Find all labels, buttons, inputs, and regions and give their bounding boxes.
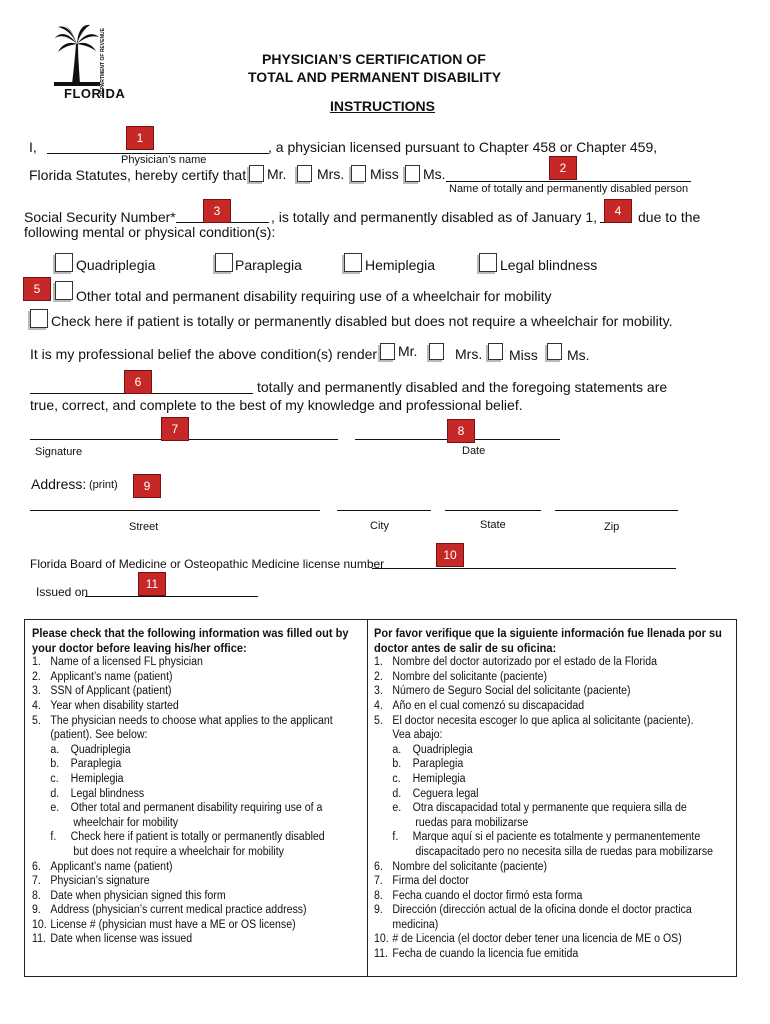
list-sub-item — [32, 772, 363, 787]
list-marker: e. — [50, 802, 60, 815]
ms-checkbox-1[interactable] — [405, 165, 420, 182]
list-item-text: wheelchair for mobility — [73, 816, 179, 829]
list-marker: c. — [392, 772, 401, 785]
ms-checkbox-2[interactable] — [547, 343, 562, 360]
list-marker: 3. — [32, 685, 41, 698]
list-item — [374, 714, 733, 729]
list-sub-item — [374, 787, 733, 802]
list-item-text: Paraplegia — [70, 758, 122, 771]
issued-field[interactable] — [85, 596, 258, 597]
hemiplegia-label: Hemiplegia — [365, 257, 436, 273]
list-item — [32, 655, 363, 670]
no-wheelchair-checkbox[interactable] — [30, 309, 48, 328]
list-item — [32, 714, 363, 729]
mr-label-2: Mr. — [398, 343, 418, 359]
checklist-en-heading: Please check that the following information was filled out by your doctor before leaving his/her office: — [32, 626, 349, 655]
list-item — [32, 903, 363, 918]
list-item-text: but does not require a wheelchair for mobility — [73, 845, 284, 858]
list-marker: 7. — [374, 875, 383, 888]
list-item — [374, 655, 733, 670]
mr-checkbox-1[interactable] — [249, 165, 264, 182]
list-item-text: Year when disability started — [50, 699, 179, 712]
city-label: City — [370, 520, 389, 532]
list-marker: 8. — [32, 889, 41, 902]
list-marker: b. — [50, 758, 60, 771]
mr-label-1: Mr. — [267, 166, 287, 182]
list-item — [374, 874, 733, 889]
other-condition-checkbox[interactable] — [55, 281, 73, 300]
list-item — [374, 670, 733, 685]
list-item-text: El doctor necesita escoger lo que aplica al solicitante (paciente). — [392, 714, 694, 727]
checklist-divider — [367, 620, 368, 976]
list-item-text: Dirección (dirección actual de la oficina donde el doctor practica — [392, 904, 692, 917]
list-marker: d. — [392, 787, 402, 800]
list-item — [32, 874, 363, 889]
list-item — [32, 918, 363, 933]
miss-label-2: Miss — [509, 347, 538, 363]
marker-3: 3 — [203, 199, 231, 223]
list-item-text: Applicant’s name (patient) — [50, 860, 173, 873]
list-item-text: Nombre del doctor autorizado por el estado de la Florida — [392, 656, 658, 669]
list-marker: 5. — [32, 714, 41, 727]
list-sub-item — [32, 743, 363, 758]
date-label: Date — [462, 445, 486, 457]
list-item-text: Nombre del solicitante (paciente) — [392, 860, 548, 873]
list-item-text: License # (physician must have a ME or OS license) — [50, 918, 296, 931]
list-sub-item — [32, 787, 363, 802]
list-marker: 5. — [374, 714, 383, 727]
mrs-checkbox-1[interactable] — [297, 165, 312, 182]
list-sub-item — [374, 830, 733, 845]
instructions-heading: INSTRUCTIONS — [330, 98, 435, 114]
list-sub-item-cont — [32, 816, 363, 831]
list-item-text: Address (physician’s current medical practice address) — [50, 904, 307, 917]
list-marker: e. — [392, 802, 402, 815]
list-sub-item — [374, 772, 733, 787]
certify-text: Florida Statutes, hereby certify that — [29, 167, 247, 183]
list-item-text: Firma del doctor — [392, 875, 469, 888]
list-item-text: Hemiplegia — [70, 772, 124, 785]
belief-text: It is my professional belief the above condition(s) render — [30, 346, 378, 362]
list-marker: 11. — [32, 933, 46, 946]
list-sub-item — [32, 757, 363, 772]
marker-9: 9 — [133, 474, 161, 498]
marker-11: 11 — [138, 572, 166, 596]
list-item-text: Año en el cual comenzó su discapacidad — [392, 699, 585, 712]
true-clause: true, correct, and complete to the best of my knowledge and professional belief. — [30, 397, 523, 413]
miss-checkbox-2[interactable] — [488, 343, 503, 360]
quadriplegia-label: Quadriplegia — [76, 257, 156, 273]
list-item-text: Physician’s signature — [50, 875, 150, 888]
list-marker: 10. — [32, 918, 47, 931]
list-item — [374, 903, 733, 918]
list-marker: 2. — [374, 670, 383, 683]
print-label: (print) — [89, 479, 118, 491]
marker-10: 10 — [436, 543, 464, 567]
miss-checkbox-1[interactable] — [351, 165, 366, 182]
marker-5: 5 — [23, 277, 51, 301]
i-prefix: I, — [29, 139, 37, 155]
list-item-text: Name of a licensed FL physician — [50, 656, 203, 669]
due-to-text: due to the — [638, 209, 701, 225]
list-sub-item-cont — [374, 816, 733, 831]
list-marker: a. — [392, 743, 402, 756]
other-condition-label: Other total and permanent disability requiring use of a wheelchair for mobility — [76, 288, 552, 304]
list-marker: 10. — [374, 933, 389, 946]
list-marker: 9. — [374, 904, 383, 917]
city-field[interactable] — [337, 510, 431, 511]
ssn-label: Social Security Number* — [24, 209, 176, 225]
legal-blindness-checkbox[interactable] — [479, 253, 497, 272]
list-item-text: Vea abajo: — [392, 729, 443, 742]
list-marker: 4. — [374, 699, 383, 712]
list-marker: c. — [50, 772, 59, 785]
list-marker: 6. — [374, 860, 383, 873]
list-item-text: Applicant’s name (patient) — [50, 670, 173, 683]
list-marker: 9. — [32, 904, 41, 917]
mrs-label-2: Mrs. — [455, 346, 483, 362]
marker-1: 1 — [126, 126, 154, 150]
list-item — [374, 699, 733, 714]
paraplegia-checkbox[interactable] — [215, 253, 233, 272]
list-item-text: medicina) — [392, 918, 439, 931]
title-line-1: PHYSICIAN’S CERTIFICATION OF — [262, 51, 486, 67]
person-name-field[interactable] — [446, 181, 691, 182]
zip-field[interactable] — [555, 510, 678, 511]
list-item-text: (patient). See below: — [50, 729, 148, 742]
mr-checkbox-2[interactable] — [380, 343, 395, 360]
list-marker: 11. — [374, 948, 388, 961]
marker-4: 4 — [604, 199, 632, 223]
list-item-text: discapacitado pero no necesita silla de ruedas para mobilizarse — [415, 845, 713, 858]
zip-label: Zip — [604, 521, 620, 533]
checklist-box — [24, 619, 737, 977]
paraplegia-label: Paraplegia — [235, 257, 302, 273]
list-sub-item — [374, 743, 733, 758]
list-item-text: Quadriplegia — [412, 743, 473, 756]
list-item-text: Date when physician signed this form — [50, 889, 226, 902]
marker-8: 8 — [447, 419, 475, 443]
list-item — [374, 947, 733, 962]
list-sub-item — [32, 830, 363, 845]
list-sub-item-cont — [32, 845, 363, 860]
marker-2: 2 — [549, 156, 577, 180]
list-item-cont — [32, 728, 363, 743]
list-item-text: SSN of Applicant (patient) — [50, 685, 172, 698]
list-item-text: Quadriplegia — [70, 743, 131, 756]
state-label: State — [480, 519, 506, 531]
list-item — [374, 684, 733, 699]
signature-label: Signature — [35, 446, 83, 458]
list-marker: b. — [392, 758, 402, 771]
list-item-cont — [374, 728, 733, 743]
list-sub-item — [374, 801, 733, 816]
license-label: Florida Board of Medicine or Osteopathic Medicine license number — [30, 557, 385, 571]
list-item — [32, 670, 363, 685]
ms-label-2: Ms. — [567, 347, 590, 363]
list-marker: 8. — [374, 889, 383, 902]
list-item — [32, 932, 363, 947]
list-item-text: Fecha de cuando la licencia fue emitida — [392, 948, 579, 961]
list-marker: d. — [50, 787, 60, 800]
list-marker: a. — [50, 743, 60, 756]
marker-6: 6 — [124, 370, 152, 394]
logo-text: FLORIDA — [64, 86, 126, 101]
list-marker: f. — [392, 831, 399, 844]
list-sub-item — [374, 757, 733, 772]
list-item — [32, 889, 363, 904]
palm-tree-icon — [54, 24, 100, 86]
street-field[interactable] — [30, 510, 320, 511]
mrs-checkbox-2[interactable] — [429, 343, 444, 360]
list-item — [32, 684, 363, 699]
list-item-text: The physician needs to choose what applies to the applicant — [50, 714, 333, 727]
list-item-text: # de Licencia (el doctor deber tener una licencia de ME o OS) — [392, 933, 682, 946]
list-item-text: Fecha cuando el doctor firmó esta forma — [392, 889, 583, 902]
list-marker: 6. — [32, 860, 41, 873]
checklist-spanish — [374, 626, 733, 962]
list-item-text: Nombre del solicitante (paciente) — [392, 670, 548, 683]
ssn-clause: , is totally and permanently disabled as of January 1, — [271, 209, 598, 225]
list-marker: 7. — [32, 875, 41, 888]
mrs-label-1: Mrs. — [317, 166, 345, 182]
list-item-text: Check here if patient is totally or permanently disabled — [70, 831, 325, 844]
list-marker: 4. — [32, 699, 41, 712]
physician-name-label: Physician’s name — [121, 154, 207, 166]
list-item — [32, 699, 363, 714]
marker-7: 7 — [161, 417, 189, 441]
quadriplegia-checkbox[interactable] — [55, 253, 73, 272]
title-line-2: TOTAL AND PERMANENT DISABILITY — [248, 69, 502, 85]
street-label: Street — [129, 521, 159, 533]
list-item-text: Ceguera legal — [412, 787, 479, 800]
list-item-text: Other total and permanent disability requiring use of a — [70, 802, 323, 815]
no-wheelchair-label: Check here if patient is totally or permanently disabled but does not require a wheelchair for mobility. — [51, 313, 673, 329]
list-marker: 3. — [374, 685, 383, 698]
list-item-text: Legal blindness — [70, 787, 145, 800]
list-item-text: Número de Seguro Social del solicitante (paciente) — [392, 685, 631, 698]
list-marker: 1. — [32, 656, 41, 669]
list-item — [374, 860, 733, 875]
list-item-text: Date when license was issued — [50, 933, 193, 946]
miss-label-1: Miss — [370, 166, 399, 182]
checklist-es-heading: Por favor verifique que la siguiente información fue llenada por su doctor antes de salir de su oficina: — [374, 626, 722, 655]
state-field[interactable] — [445, 510, 541, 511]
logo-side-text: DEPARTMENT OF REVENUE — [100, 28, 106, 97]
person-name-label: Name of totally and permanently disabled person — [449, 183, 689, 195]
list-marker: 2. — [32, 670, 41, 683]
license-field[interactable] — [372, 568, 676, 569]
conditions-line: following mental or physical condition(s): — [24, 224, 276, 240]
address-label: Address: — [31, 476, 87, 492]
checklist-english — [32, 626, 363, 947]
disabled-clause: totally and permanently disabled and the foregoing statements are — [257, 379, 668, 395]
list-item — [32, 860, 363, 875]
ms-label-1: Ms. — [423, 166, 446, 182]
list-item-text: Hemiplegia — [412, 772, 466, 785]
list-marker: f. — [50, 831, 57, 844]
list-marker: 1. — [374, 656, 383, 669]
hemiplegia-checkbox[interactable] — [344, 253, 362, 272]
list-item-text: ruedas para mobilizarse — [415, 816, 529, 829]
legal-blindness-label: Legal blindness — [500, 257, 598, 273]
list-item-text: Paraplegia — [412, 758, 464, 771]
florida-dor-logo — [54, 24, 126, 104]
issued-label: Issued on — [36, 585, 89, 599]
list-item — [374, 889, 733, 904]
list-item-text: Otra discapacidad total y permanente que requiera silla de — [412, 802, 687, 815]
list-item — [374, 932, 733, 947]
list-item-text: Marque aquí si el paciente es totalmente y permanentemente — [412, 831, 701, 844]
physician-clause: , a physician licensed pursuant to Chapter 458 or Chapter 459, — [268, 139, 658, 155]
list-sub-item — [32, 801, 363, 816]
list-sub-item-cont — [374, 845, 733, 860]
list-item-cont — [374, 918, 733, 933]
